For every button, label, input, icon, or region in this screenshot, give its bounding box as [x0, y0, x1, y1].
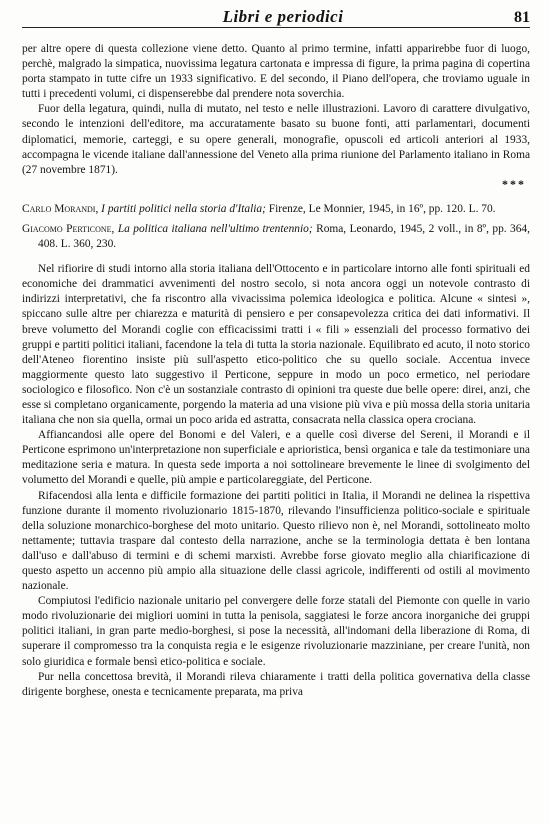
- section-separator-stars: ***: [502, 176, 526, 191]
- biblio-title: I partiti politici nella storia d'Italia;: [101, 202, 266, 215]
- biblio-author: Giacomo Perticone,: [22, 222, 115, 235]
- biblio-details: Firenze, Le Monnier, 1945, in 16º, pp. 120. L. 70.: [268, 202, 496, 215]
- review-paragraph-2: Affiancandosi alle opere del Bonomi e del Valeri, e a quelle così diverse del Sereni, il Morandi e il Perticone esprimono un'interpretazione non superficiale e aprioristica, bensì organica e tale da testimoniare una meditazione seria e matura. In questa sede importa a noi sottolineare brevemente le linee di svolgimento del volumetto del Morandi e quelle, più ampie e particolareggiate, del Perticone.: [22, 429, 530, 487]
- biblio-entry-perticone: [22, 222, 530, 252]
- biblio-author: Carlo Morandi,: [22, 202, 99, 215]
- review-paragraph-4: Compiutosi l'edificio nazionale unitario pel convergere delle forze statali del Piemonte con quelle in vario modo rivoluzionarie dei migliori uomini in tutta la penisola, saggiatesi le forze ancora inorganiche dei gruppi politici italiani, in gran parte medio-borghesi, si pose la necessità, all'indomani della liberazione di Roma, di superare il compromesso tra la conquista regia e le esigenze rivoluzionarie mazziniane, per creare l'unità, non solo giuridica e formale bensì etico-politica e sociale.: [22, 595, 530, 668]
- bibliography-block: [22, 202, 530, 252]
- running-title: Libri e periodici: [222, 7, 344, 26]
- review-paragraph-3: Rifacendosi alla lenta e difficile formazione dei partiti politici in Italia, il Morandi ne delinea la rispettiva funzione durante il momento rivoluzionario 1815-1870, rilevando l'insufficienza politico-sociale e spirituale della soluzione monarchico-borghese del moto unitario. Questo rilievo non è, nel Morandi, sottolineato molto nettamente; tuttavia traspare dal contesto della narrazione, anche se la terminologia dettata è ben lontana dall'uso e dall'abuso di termini e di schemi marxisti. Avrebbe forse giovato meglio alla chiarificazione di questo aspetto un accenno più ampio alla situazione delle classi agricole, indifferenti od ostili al movimento nazionale.: [22, 489, 530, 593]
- biblio-entry-morandi: [22, 202, 530, 217]
- intro-paragraph-2: Fuor della legatura, quindi, nulla di mutato, nel testo e nelle illustrazioni. Lavoro di carattere divulgativo, secondo le intenzioni dell'editore, ma accuratamente basato su buone fonti, atti parlamentari, documenti diplomatici, memorie, carteggi, e su opere generali, monografie, opuscoli ed articoli anteriori al 1933, accompagna le vicende italiane dall'annessione del Veneto alla prima riunione del Parlamento italiano in Roma (27 novembre 1871).: [22, 103, 530, 176]
- page-header: [22, 0, 530, 28]
- page-number: 81: [514, 9, 530, 26]
- biblio-title: La politica italiana nell'ultimo trentennio;: [117, 222, 313, 235]
- biblio-details: Roma, Leonardo, 1945, 2 voll., in 8º, pp. 364, 408. L. 360, 230.: [38, 222, 530, 251]
- review-paragraph-1: Nel rifiorire di studi intorno alla storia italiana dell'Ottocento e in particolare intorno alle fonti spirituali ed economiche dei drammatici avvenimenti del nostro secolo, si nota ancora oggi un notevole contrasto di indirizzi interpretativi, che fa riscontro alla vivacissima polemica ideologica e politica. Alcune « sintesi », spiccano sulle altre per chiarezza e maturità di pensiero e per consapevolezza critica dei dati informativi. Il breve volumetto del Morandi coglie con efficacissimi tratti i « fili » essenziali del processo formativo dei gruppi e partiti politici italiani, facendone la tela di tutta la storia nazionale. Equilibrato ed acuto, il noto storico dell'Ateneo fiorentino insiste più sull'aspetto etico-politico che su quello sociale. Accentua invece maggiormente questo lato suggestivo il Perticone, seppure in modo un poco ermetico, nel periodare sociologico e filosofico. Non c'è un sostanziale contrasto di opinioni tra queste due belle opere: direi, anzi, che esse si completano organicamente, porgendo la materia ad una visione più viva e più mossa della storia unitaria italiana che non sia quella, ormai un poco arida ed astratta, consacrata nella classica opera crociana.: [22, 263, 530, 427]
- intro-paragraph-1: per altre opere di questa collezione viene detto. Quanto al primo termine, infatti apparirebbe fuor di luogo, perchè, malgrado la simpatica, nuovissima legatura cartonata e impressa di figure, la prima pagina di copertina porta stampato in tutte cifre un 1933 significativo. E del secondo, il Piano dell'opera, che troviamo uguale in tutti i precedenti volumi, ci dispenserebbe dal prendere nota soverchia.: [22, 43, 530, 101]
- review-paragraph-5: Pur nella concettosa brevità, il Morandi rileva chiaramente i tratti della politica governativa della classe dirigente borghese, onesta e tecnicamente preparata, ma priva: [22, 670, 530, 698]
